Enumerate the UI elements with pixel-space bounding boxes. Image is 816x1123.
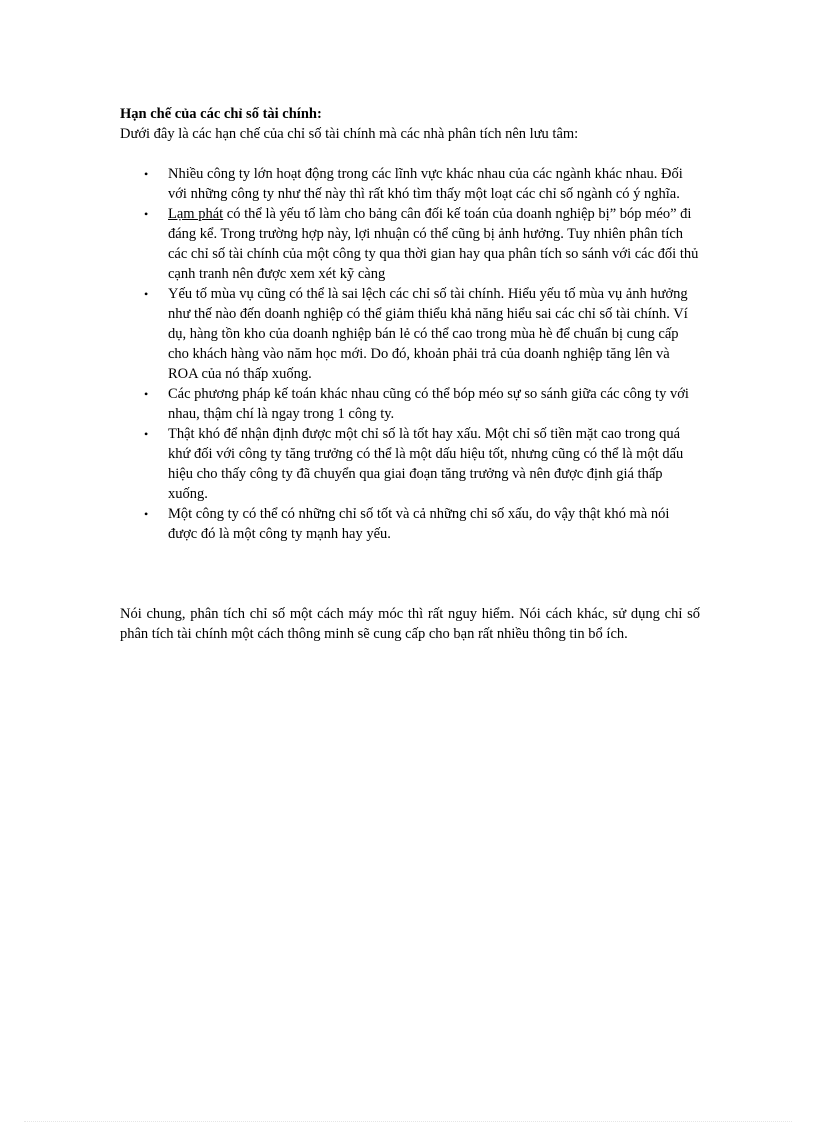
bullet-icon: • xyxy=(144,427,149,441)
list-item-text: Các phương pháp kế toán khác nhau cũng có thể bóp méo sự so sánh giữa các công ty với nhau, thậm chí là ngay trong 1 công ty. xyxy=(168,386,689,422)
list-item xyxy=(120,384,700,424)
underlined-term: Lạm phát xyxy=(168,206,224,222)
list-item xyxy=(120,424,700,504)
bullet-icon: • xyxy=(144,207,149,221)
bullet-icon: • xyxy=(144,287,149,301)
list-item xyxy=(120,164,700,204)
bullet-icon: • xyxy=(144,167,149,181)
bullet-icon: • xyxy=(144,387,149,401)
blank-space xyxy=(120,544,700,604)
intro-paragraph: Dưới đây là các hạn chế của chỉ số tài chính mà các nhà phân tích nên lưu tâm: xyxy=(120,126,579,142)
page-bottom-divider xyxy=(24,1121,792,1122)
summary-paragraph: Nói chung, phân tích chỉ số một cách máy móc thì rất nguy hiểm. Nói cách khác, sử dụng chỉ số phân tích tài chính một cách thông minh sẽ cung cấp cho bạn rất nhiều thông tin bổ ích. xyxy=(120,606,700,642)
list-item-text: Nhiều công ty lớn hoạt động trong các lĩnh vực khác nhau của các ngành khác nhau. Đối với những công ty như thế này thì rất khó tìm thấy một loạt các chỉ số ngành có ý nghĩa. xyxy=(168,166,683,202)
list-item xyxy=(120,504,700,544)
limitations-list xyxy=(120,164,700,544)
list-item xyxy=(120,284,700,384)
list-item-text: Một công ty có thể có những chỉ số tốt và cả những chỉ số xấu, do vậy thật khó mà nói được đó là một công ty mạnh hay yếu. xyxy=(168,506,670,542)
list-item xyxy=(120,204,700,284)
list-item-text: Yếu tố mùa vụ cũng có thể là sai lệch các chỉ số tài chính. Hiểu yếu tố mùa vụ ảnh hưởng như thế nào đến doanh nghiệp có thể giảm thiểu khả năng hiểu sai các chỉ số tài chính. Ví dụ, hàng tồn kho của doanh nghiệp bán lẻ có thể cao trong mùa hè để chuẩn bị cung cấp cho khách hàng vào năm học mới. Do đó, khoản phải trả của doanh nghiệp tăng lên và ROA của nó thấp xuống. xyxy=(168,286,688,382)
bullet-icon: • xyxy=(144,507,149,521)
section-heading: Hạn chế của các chỉ số tài chính: xyxy=(120,106,322,122)
list-item-text: Thật khó để nhận định được một chỉ số là tốt hay xấu. Một chỉ số tiền mặt cao trong quá khứ đối với công ty tăng trưởng có thể là một dấu hiệu tốt, nhưng cũng có thể là một dấu hiệu cho thấy công ty đã chuyển qua giai đoạn tăng trưởng và nên được định giá thấp xuống. xyxy=(168,426,684,502)
list-item-text: có thể là yếu tố làm cho bảng cân đối kế toán của doanh nghiệp bị” bóp méo” đi đáng kể. Trong trường hợp này, lợi nhuận có thể cũng bị ảnh hưởng. Tuy nhiên phân tích các chỉ số tài chính của một công ty qua thời gian hay qua phân tích so sánh với các đối thủ cạnh tranh nên được xem xét kỹ càng xyxy=(168,206,699,282)
document-body xyxy=(120,104,700,644)
